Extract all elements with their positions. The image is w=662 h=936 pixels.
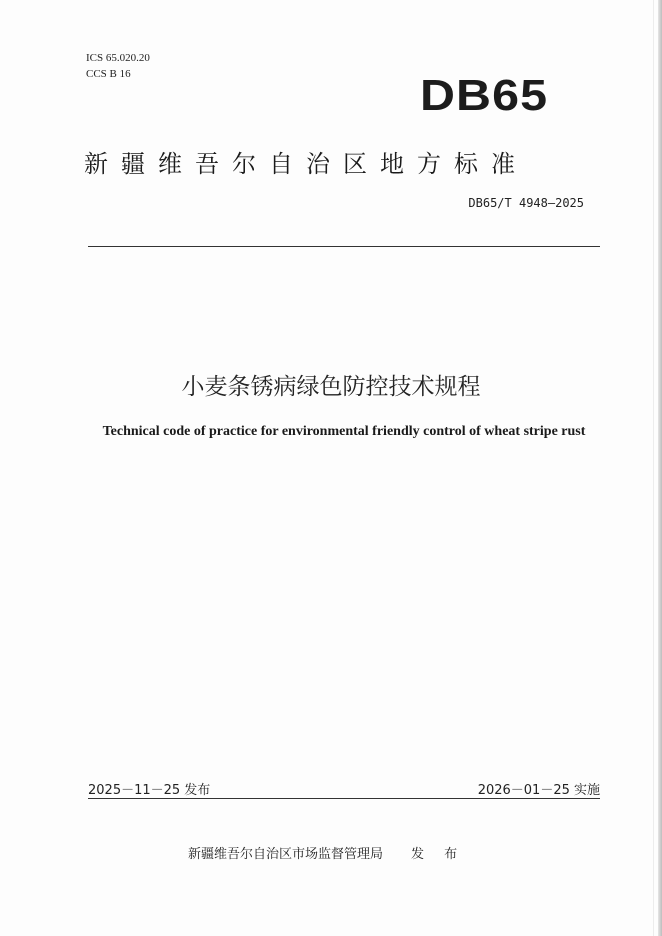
issuer-name: 新疆维吾尔自治区市场监督管理局 — [188, 847, 384, 862]
ccs-code: CCS B 16 — [86, 68, 131, 80]
english-title: Technical code of practice for environmental friendly control of wheat stripe rust — [102, 424, 586, 439]
chinese-title: 小麦条锈病绿色防控技术规程 — [181, 374, 481, 400]
page-edge-shadow — [658, 0, 662, 936]
issuer-line — [188, 843, 465, 862]
standard-logo: DB65 — [420, 71, 549, 120]
page-edge-line — [653, 0, 654, 936]
bottom-divider — [88, 798, 600, 799]
top-divider — [88, 246, 600, 247]
standard-number: DB65/T 4948—2025 — [468, 196, 584, 210]
issue-date: 2025－11－25 发布 — [88, 783, 211, 798]
implementation-date: 2026－01－25 实施 — [477, 783, 600, 798]
ics-code: ICS 65.020.20 — [86, 52, 150, 64]
organization-title: 新疆维吾尔自治区地方标准 — [84, 150, 528, 178]
issuer-label: 发 布 — [411, 847, 466, 862]
